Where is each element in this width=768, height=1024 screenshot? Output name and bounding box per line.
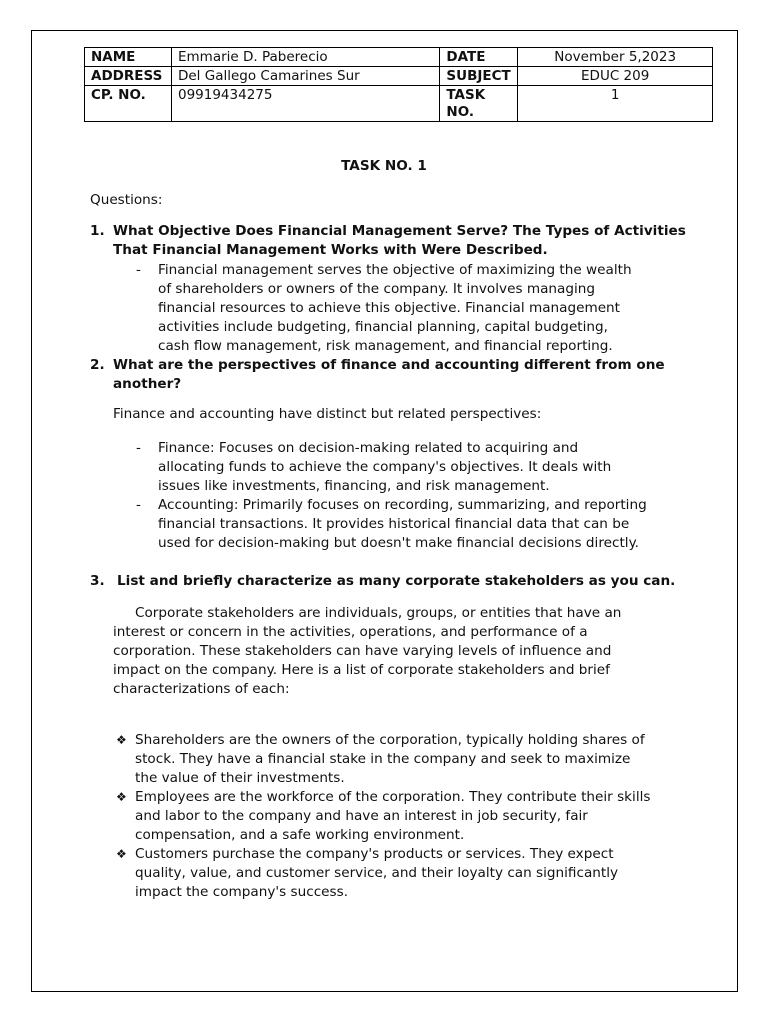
name-value: Emmarie D. Paberecio: [171, 48, 439, 67]
stakeholder-line: Shareholders are the owners of the corporation, typically holding shares of: [135, 732, 645, 748]
bullet-dash: -: [136, 262, 141, 278]
task-label-line-1: TASK: [446, 87, 486, 103]
stakeholder-item-shareholders: [135, 731, 645, 788]
subject-label: SUBJECT: [440, 67, 518, 86]
item-line: used for decision-making but doesn't make financial decisions directly.: [158, 535, 639, 551]
task-value: 1: [518, 86, 713, 122]
date-label: DATE: [440, 48, 518, 67]
questions-intro: Questions:: [90, 192, 163, 208]
diamond-bullet-icon: ❖: [116, 847, 127, 861]
question-2-line: another?: [113, 376, 182, 392]
stakeholder-line: compensation, and a safe working environment.: [135, 827, 465, 843]
finance-item: [158, 439, 611, 496]
date-value: November 5,2023: [518, 48, 713, 67]
table-row: [85, 67, 713, 86]
task-label-line-2: NO.: [446, 104, 474, 120]
stakeholder-line: the value of their investments.: [135, 770, 345, 786]
accounting-item: [158, 496, 647, 553]
item-line: Accounting: Primarily focuses on recording, summarizing, and reporting: [158, 497, 647, 513]
item-line: Finance: Focuses on decision-making related to acquiring and: [158, 440, 579, 456]
stakeholder-line: Employees are the workforce of the corporation. They contribute their skills: [135, 789, 651, 805]
stakeholder-item-employees: [135, 788, 650, 845]
paragraph-line: Corporate stakeholders are individuals, groups, or entities that have an: [135, 605, 622, 621]
stakeholder-item-customers: [135, 845, 618, 902]
item-line: allocating funds to achieve the company's objectives. It deals with: [158, 459, 612, 475]
cp-label: CP. NO.: [85, 86, 172, 122]
question-2-line: What are the perspectives of finance and accounting different from one: [113, 357, 665, 373]
stakeholder-line: and labor to the company and have an interest in job security, fair: [135, 808, 588, 824]
address-value: Del Gallego Camarines Sur: [171, 67, 439, 86]
question-3-paragraph: [113, 604, 621, 699]
paragraph-line: interest or concern in the activities, operations, and performance of a: [113, 624, 588, 640]
question-1-answer: [158, 261, 632, 356]
answer-line: financial resources to achieve this objective. Financial management: [158, 300, 621, 316]
bullet-dash: -: [136, 440, 141, 456]
stakeholder-line: quality, value, and customer service, and their loyalty can significantly: [135, 865, 619, 881]
answer-line: activities include budgeting, financial planning, capital budgeting,: [158, 319, 608, 335]
question-3-heading: List and briefly characterize as many corporate stakeholders as you can.: [117, 573, 676, 589]
question-2-lead: Finance and accounting have distinct but related perspectives:: [113, 406, 542, 422]
answer-line: of shareholders or owners of the company. It involves managing: [158, 281, 596, 297]
question-3-number: 3.: [90, 573, 105, 589]
diamond-bullet-icon: ❖: [116, 790, 127, 804]
bullet-dash: -: [136, 497, 141, 513]
address-label: ADDRESS: [85, 67, 172, 86]
header-info-table: [84, 47, 713, 122]
paragraph-line: impact on the company. Here is a list of corporate stakeholders and brief: [113, 662, 610, 678]
question-2-heading: [113, 356, 665, 394]
answer-line: Financial management serves the objective of maximizing the wealth: [158, 262, 632, 278]
question-1-line: What Objective Does Financial Management Serve? The Types of Activities: [113, 223, 686, 239]
stakeholder-line: impact the company's success.: [135, 884, 349, 900]
stakeholder-line: stock. They have a financial stake in the company and seek to maximize: [135, 751, 631, 767]
answer-line: cash flow management, risk management, and financial reporting.: [158, 338, 613, 354]
item-line: financial transactions. It provides historical financial data that can be: [158, 516, 630, 532]
paragraph-line: characterizations of each:: [113, 681, 290, 697]
table-row: [85, 86, 713, 122]
diamond-bullet-icon: ❖: [116, 733, 127, 747]
cp-value: 09919434275: [171, 86, 439, 122]
question-1-line: That Financial Management Works with Were Described.: [113, 242, 548, 258]
question-2-number: 2.: [90, 357, 105, 373]
item-line: issues like investments, financing, and risk management.: [158, 478, 550, 494]
question-1-number: 1.: [90, 223, 105, 239]
name-label: NAME: [85, 48, 172, 67]
page-title: TASK NO. 1: [341, 158, 427, 174]
subject-value: EDUC 209: [518, 67, 713, 86]
stakeholder-line: Customers purchase the company's products or services. They expect: [135, 846, 614, 862]
paragraph-line: corporation. These stakeholders can have varying levels of influence and: [113, 643, 612, 659]
question-1-heading: [113, 222, 686, 260]
table-row: [85, 48, 713, 67]
task-label: [440, 86, 518, 122]
